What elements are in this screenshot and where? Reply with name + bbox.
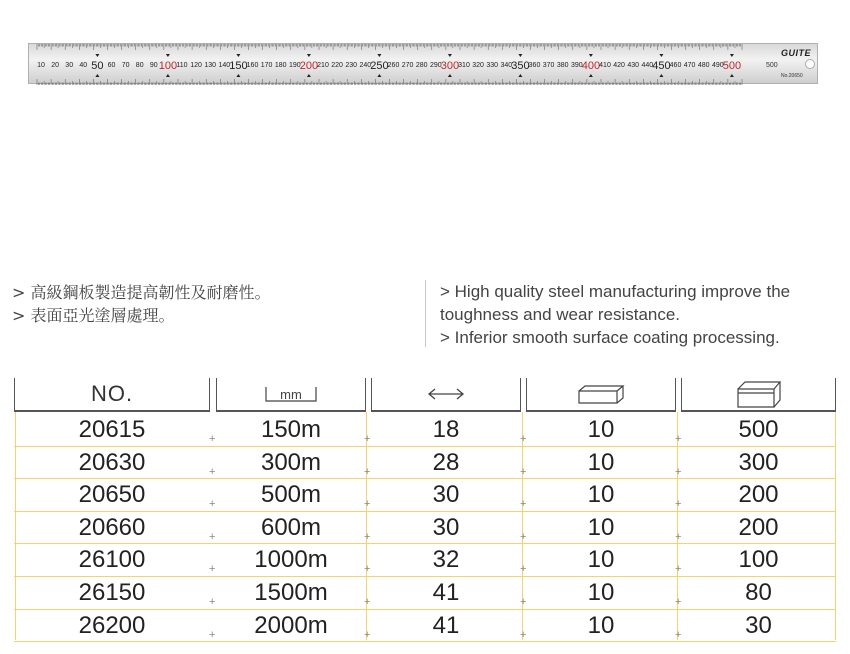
plus-sign: + bbox=[364, 530, 371, 543]
plus-sign: + bbox=[364, 628, 371, 641]
ruler-number: 400 bbox=[581, 60, 601, 72]
plus-sign: + bbox=[675, 596, 682, 608]
description-en-line: > Inferior smooth surface coating processing. bbox=[440, 328, 780, 347]
ruler-number: 450 bbox=[652, 60, 671, 72]
table-cell: 10 bbox=[587, 481, 615, 509]
table-cell: 1000m bbox=[254, 546, 328, 574]
table-cell: 32 bbox=[432, 546, 460, 574]
plus-sign: + bbox=[364, 498, 371, 511]
ruler-number: 250 bbox=[370, 60, 389, 72]
ruler-number: 130 bbox=[204, 62, 217, 69]
header-mm bbox=[216, 378, 366, 412]
ruler-number: 200 bbox=[299, 60, 319, 72]
ruler-number: 460 bbox=[669, 62, 682, 69]
ruler-number: 220 bbox=[331, 62, 343, 69]
row-separator bbox=[14, 576, 836, 577]
plus-sign: + bbox=[364, 433, 371, 445]
ruler-number: 40 bbox=[79, 62, 88, 69]
table-cell: 30 bbox=[745, 611, 772, 639]
mm-unit-label: mm bbox=[280, 387, 302, 402]
plus-sign: + bbox=[520, 563, 527, 576]
table-cell: 1500m bbox=[254, 579, 328, 606]
row-separator bbox=[14, 446, 836, 447]
ruler-number: 60 bbox=[107, 62, 116, 69]
description-zh-line: > 表面亞光塗層處理。 bbox=[12, 306, 175, 325]
plus-sign: + bbox=[675, 628, 682, 641]
plus-sign: + bbox=[675, 530, 682, 543]
table-cell: 28 bbox=[432, 448, 460, 476]
ruler-number: 100 bbox=[158, 60, 178, 72]
row-separator bbox=[14, 511, 836, 512]
table-cell: 10 bbox=[587, 611, 615, 639]
plus-sign: + bbox=[209, 433, 216, 445]
ruler-number: 480 bbox=[697, 62, 710, 69]
ruler-number: 420 bbox=[613, 62, 625, 69]
table-cell: 10 bbox=[587, 513, 615, 541]
row-separator bbox=[14, 478, 836, 479]
spec-table bbox=[14, 378, 836, 640]
plus-sign: + bbox=[520, 465, 527, 478]
ruler-number: 150 bbox=[229, 60, 248, 72]
ruler-brand: GUITE bbox=[781, 48, 812, 58]
description-chinese bbox=[12, 281, 271, 327]
table-cell: 26100 bbox=[78, 546, 146, 574]
table-cell: 30 bbox=[432, 513, 460, 541]
header-carton bbox=[681, 378, 836, 412]
table-cell: 300 bbox=[738, 448, 779, 476]
table-cell: 10 bbox=[587, 416, 615, 443]
table-cell: 300m bbox=[260, 448, 322, 476]
no-label: NO. bbox=[90, 381, 134, 406]
table-cell: 500 bbox=[738, 416, 779, 443]
ruler-number: 330 bbox=[486, 62, 499, 69]
ruler-number: 290 bbox=[429, 62, 442, 69]
plus-sign: + bbox=[209, 596, 216, 608]
plus-sign: + bbox=[520, 530, 527, 543]
ruler-number: 340 bbox=[500, 62, 513, 69]
length-arrow-icon bbox=[427, 387, 465, 401]
ruler-number: 10 bbox=[37, 62, 45, 69]
ruler-hang-hole bbox=[805, 59, 815, 69]
ruler-number: 490 bbox=[711, 62, 724, 69]
table-cell: 200 bbox=[738, 513, 779, 541]
table-cell: 20615 bbox=[78, 416, 146, 443]
header-inner-box bbox=[526, 378, 676, 412]
ruler-number: 140 bbox=[218, 62, 231, 69]
ruler-number: 230 bbox=[345, 62, 358, 69]
description-divider bbox=[425, 280, 426, 347]
plus-sign: + bbox=[364, 563, 371, 576]
plus-sign: + bbox=[364, 465, 371, 478]
ruler-number: 50 bbox=[91, 60, 104, 72]
ruler-number: 70 bbox=[121, 62, 130, 69]
table-cell: 20660 bbox=[78, 513, 146, 541]
ruler-number: 120 bbox=[190, 62, 202, 69]
ruler-number: 410 bbox=[599, 62, 611, 69]
table-cell: 500m bbox=[260, 481, 322, 509]
table-cell: 600m bbox=[260, 513, 322, 541]
plus-sign: + bbox=[675, 433, 682, 445]
ruler-unit-mark: 500 bbox=[766, 62, 778, 69]
description-zh-line: > 高級鋼板製造提高韌性及耐磨性。 bbox=[12, 283, 271, 302]
table-cell: 10 bbox=[587, 546, 615, 574]
table-cell: 41 bbox=[432, 611, 460, 639]
table-cell: 20630 bbox=[78, 448, 146, 476]
ruler-number: 430 bbox=[627, 62, 640, 69]
ruler-number: 300 bbox=[440, 60, 460, 72]
ruler-number: 190 bbox=[288, 62, 301, 69]
ruler-number: 500 bbox=[722, 60, 742, 72]
table-cell: 41 bbox=[432, 579, 460, 606]
plus-sign: + bbox=[209, 465, 216, 478]
ruler-number: 380 bbox=[556, 62, 569, 69]
row-separator bbox=[14, 609, 836, 610]
ruler-code: No.20650 bbox=[781, 73, 803, 79]
ruler-number: 260 bbox=[387, 62, 400, 69]
ruler-number: 180 bbox=[274, 62, 287, 69]
plus-sign: + bbox=[675, 498, 682, 511]
plus-sign: + bbox=[520, 433, 527, 445]
table-cell: 80 bbox=[745, 579, 772, 606]
plus-sign: + bbox=[520, 628, 527, 641]
plus-sign: + bbox=[520, 596, 527, 608]
single-box-icon bbox=[577, 383, 625, 405]
ruler-number: 390 bbox=[570, 62, 583, 69]
ruler-number: 210 bbox=[317, 62, 329, 69]
ruler-number: 270 bbox=[401, 62, 414, 69]
mm-unit-icon bbox=[265, 385, 317, 403]
ruler-scale bbox=[29, 44, 819, 85]
ruler-number: 90 bbox=[149, 62, 158, 69]
ruler-number: 20 bbox=[51, 62, 59, 69]
ruler-number: 470 bbox=[683, 62, 696, 69]
ruler-number: 280 bbox=[415, 62, 428, 69]
ruler-number: 110 bbox=[176, 62, 188, 69]
table-cell: 10 bbox=[587, 448, 615, 476]
ruler-number: 320 bbox=[472, 62, 484, 69]
plus-sign: + bbox=[209, 628, 216, 641]
ruler-number: 160 bbox=[246, 62, 259, 69]
ruler-number: 360 bbox=[528, 62, 541, 69]
row-separator bbox=[14, 543, 836, 544]
ruler-image bbox=[28, 43, 818, 84]
table-cell: 150m bbox=[260, 416, 322, 443]
table-cell: 30 bbox=[432, 481, 460, 509]
plus-sign: + bbox=[209, 563, 216, 576]
ruler-number: 30 bbox=[65, 62, 74, 69]
table-cell: 10 bbox=[587, 579, 615, 606]
header-length bbox=[371, 378, 521, 412]
row-separator bbox=[14, 641, 836, 642]
table-cell: 100 bbox=[738, 546, 779, 574]
ruler-number: 80 bbox=[135, 62, 144, 69]
table-cell: 26200 bbox=[78, 611, 146, 639]
ruler-number: 170 bbox=[260, 62, 273, 69]
table-cell: 18 bbox=[432, 416, 460, 443]
ruler-number: 310 bbox=[458, 62, 470, 69]
ruler-number: 370 bbox=[542, 62, 555, 69]
table-cell: 2000m bbox=[254, 611, 328, 639]
ruler-number: 350 bbox=[511, 60, 530, 72]
plus-sign: + bbox=[209, 498, 216, 511]
description-english bbox=[440, 280, 845, 349]
description-en-line: > High quality steel manufacturing improve the toughness and wear resistance. bbox=[440, 282, 791, 324]
plus-sign: + bbox=[364, 596, 371, 608]
table-cell: 20650 bbox=[78, 481, 146, 509]
table-cell: 200 bbox=[738, 481, 779, 509]
ruler-number: 440 bbox=[641, 62, 654, 69]
plus-sign: + bbox=[520, 498, 527, 511]
plus-sign: + bbox=[675, 465, 682, 478]
header-no bbox=[14, 378, 210, 412]
plus-sign: + bbox=[209, 530, 216, 543]
ruler-number: 240 bbox=[359, 62, 372, 69]
carton-box-icon bbox=[736, 379, 782, 409]
plus-sign: + bbox=[675, 563, 682, 576]
table-cell: 26150 bbox=[78, 579, 146, 606]
